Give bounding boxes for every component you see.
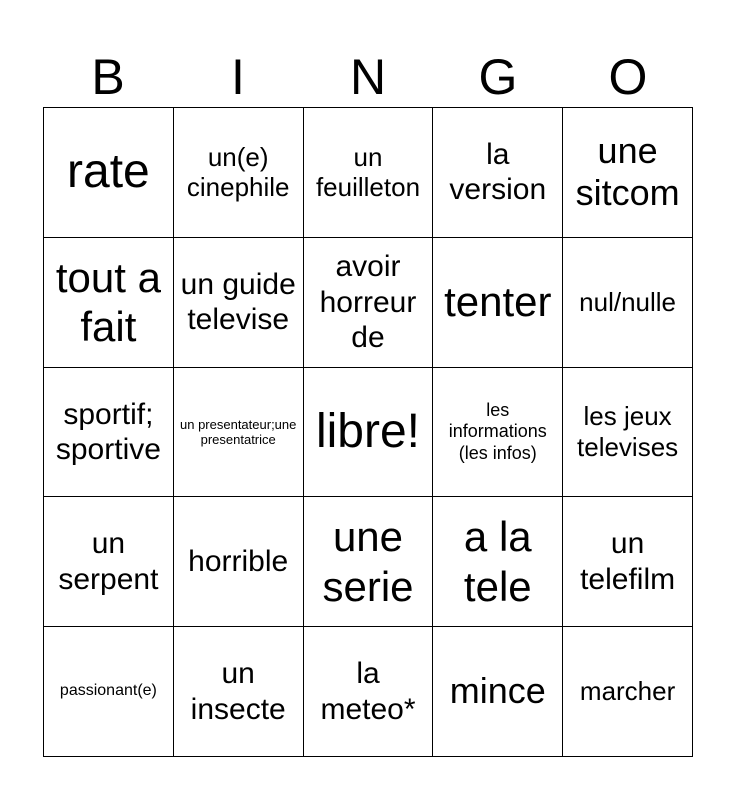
bingo-cell[interactable] [433, 108, 563, 238]
cell-text: un guide televise [180, 267, 296, 337]
bingo-cell[interactable] [44, 108, 174, 238]
bingo-cell[interactable] [304, 627, 434, 757]
bingo-cell[interactable] [563, 627, 693, 757]
bingo-header [43, 48, 693, 106]
bingo-cell[interactable] [433, 627, 563, 757]
bingo-cell[interactable] [304, 497, 434, 627]
bingo-cell[interactable] [433, 497, 563, 627]
cell-text: horrible [188, 545, 289, 579]
bingo-cell[interactable] [44, 368, 174, 498]
cell-text: sportif; sportive [55, 397, 161, 466]
cell-text: avoir horreur de [319, 250, 417, 354]
cell-text: libre! [315, 404, 421, 458]
cell-text: un presentateur;une presentatrice [180, 416, 297, 447]
cell-text: mince [449, 670, 546, 712]
cell-text: a la tele [463, 513, 532, 610]
bingo-cell[interactable] [174, 368, 304, 498]
bingo-cell[interactable] [563, 238, 693, 368]
cell-text: marcher [579, 676, 676, 707]
header-letter-n: N [349, 49, 387, 105]
bingo-cell[interactable] [174, 497, 304, 627]
bingo-cell[interactable] [563, 368, 693, 498]
bingo-cell[interactable] [433, 368, 563, 498]
bingo-cell[interactable] [44, 497, 174, 627]
cell-text: un insecte [190, 657, 286, 726]
header-letter-b: B [91, 49, 125, 105]
bingo-cell[interactable] [563, 497, 693, 627]
cell-text: nul/nulle [579, 286, 677, 317]
cell-text: tenter [444, 278, 552, 326]
cell-text: un feuilleton [315, 141, 421, 203]
cell-text: rate [67, 145, 150, 199]
bingo-cell[interactable] [44, 627, 174, 757]
header-letter-o: O [608, 49, 648, 105]
cell-text: un telefilm [580, 527, 676, 596]
cell-text: les informations (les infos) [448, 400, 547, 463]
cell-text: passionant(e) [59, 682, 157, 700]
bingo-cell[interactable] [563, 108, 693, 238]
bingo-grid [43, 107, 693, 757]
bingo-cell[interactable] [304, 368, 434, 498]
cell-text: tout a fait [55, 253, 161, 351]
cell-text: une serie [322, 513, 414, 610]
bingo-cell[interactable] [304, 238, 434, 368]
cell-text: un(e) cinephile [186, 141, 290, 203]
cell-text: la meteo* [320, 657, 416, 726]
bingo-cell[interactable] [174, 108, 304, 238]
cell-text: les jeux televises [577, 401, 679, 462]
bingo-cell[interactable] [44, 238, 174, 368]
bingo-cell[interactable] [433, 238, 563, 368]
bingo-cell[interactable] [174, 627, 304, 757]
cell-text: un serpent [58, 527, 159, 596]
header-letter-g: G [478, 49, 518, 105]
bingo-cell[interactable] [174, 238, 304, 368]
bingo-cell[interactable] [304, 108, 434, 238]
cell-text: la version [449, 138, 547, 207]
cell-text: une sitcom [575, 129, 680, 214]
header-letter-i: I [231, 49, 245, 105]
